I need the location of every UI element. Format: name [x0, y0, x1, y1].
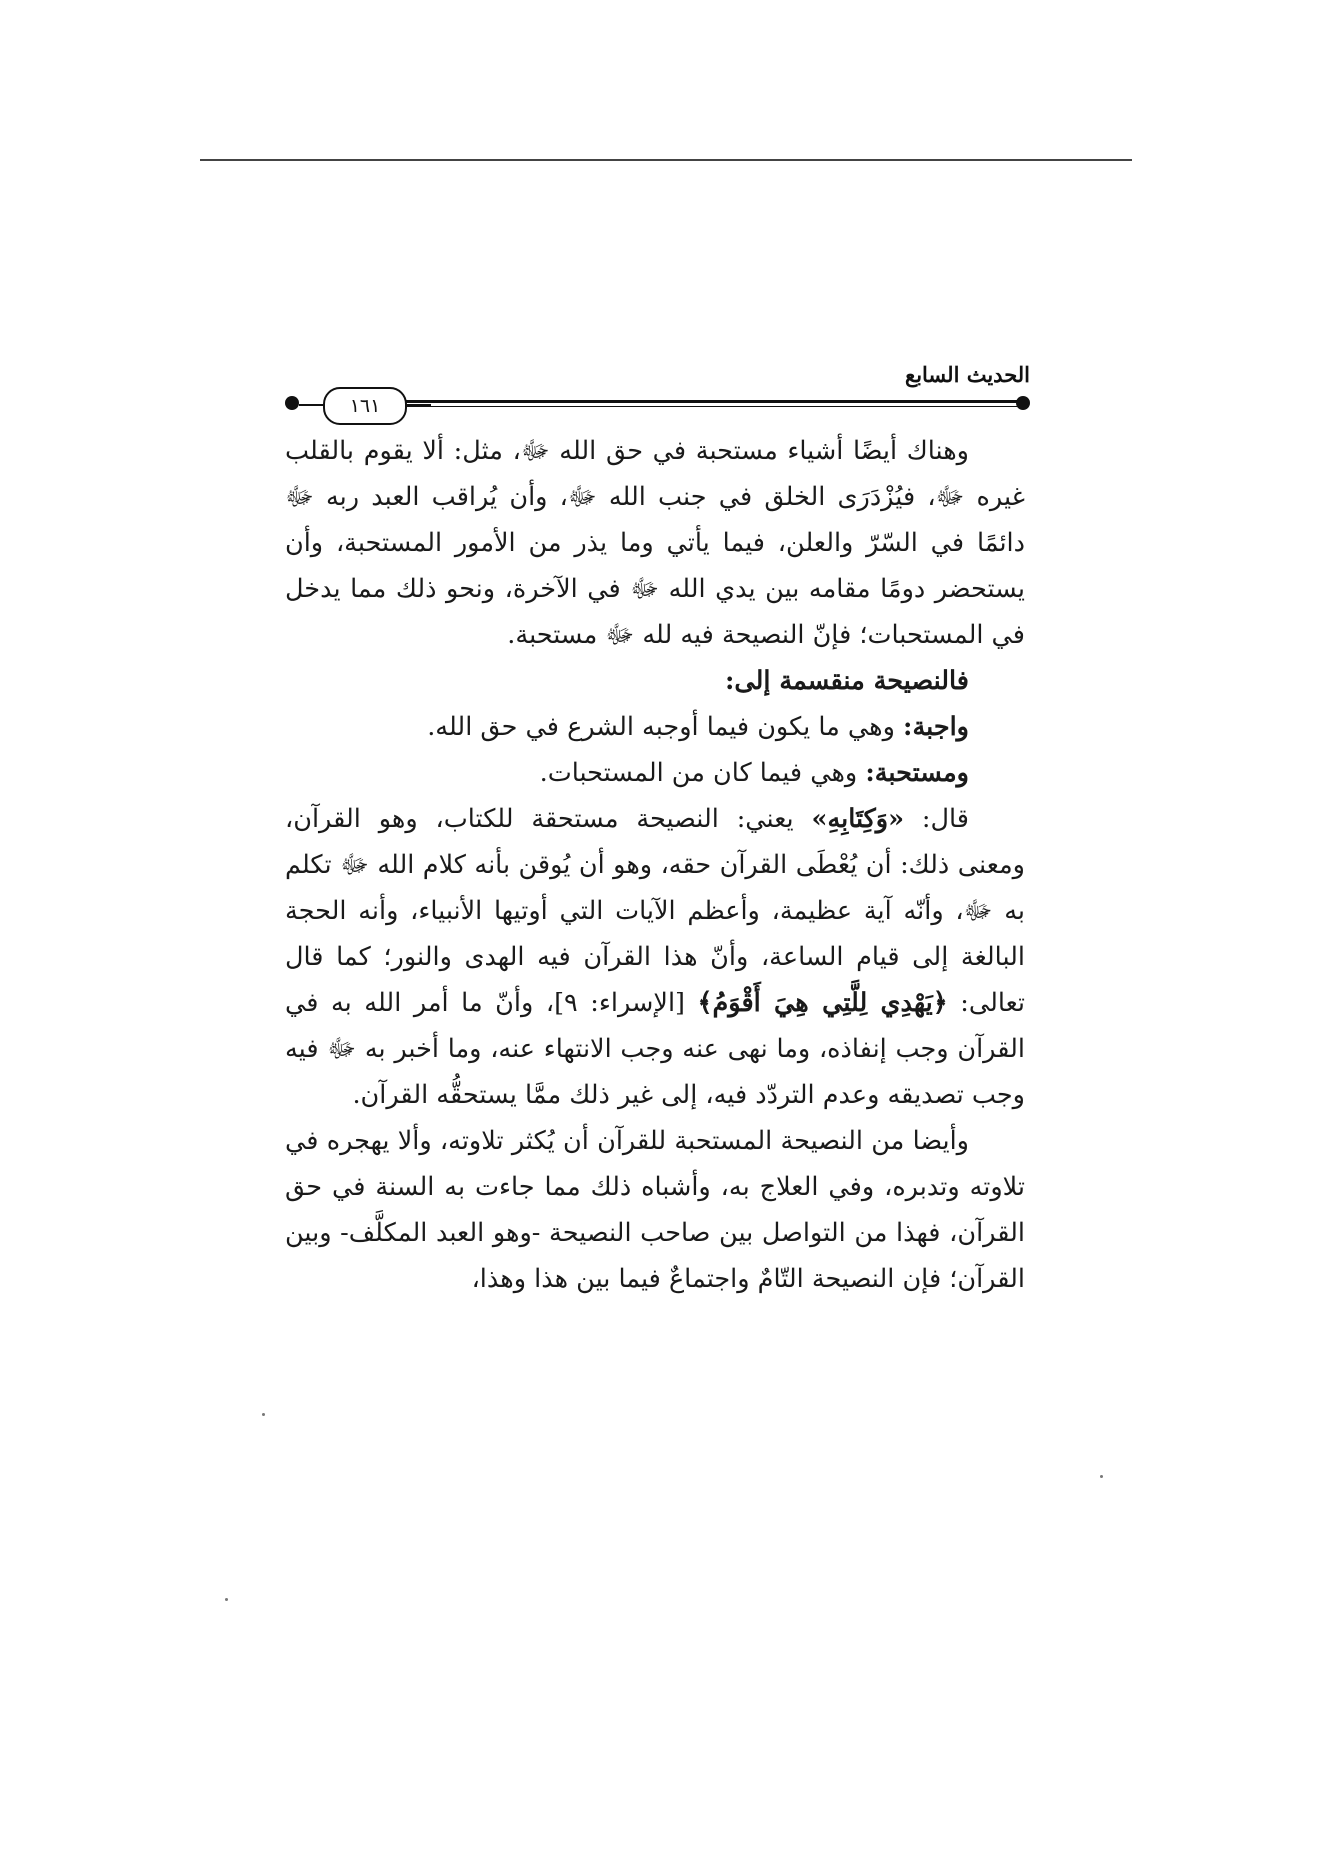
scan-speck — [225, 1598, 228, 1601]
page-header — [285, 362, 1030, 422]
page-number: ١٦١ — [323, 387, 407, 425]
chapter-title: الحديث السابع — [905, 362, 1030, 387]
paragraph-1: وهناك أيضًا أشياء مستحبة في حق الله ﷻ، مثل: ألا يقوم بالقلب غيره ﷻ، فيُزْدَرَى الخلق في جنب الله ﷻ، وأن يُراقب العبد ربه ﷻ دائمًا في السّرّ والعلن، فيما يأتي وما يذر من الأمور المستحبة، وأن يستحضر دومًا مقامه بين يدي الله ﷻ في الآخرة، ونحو ذلك مما يدخل في المستحبات؛ فإنّ النصيحة فيه لله ﷻ مستحبة. — [285, 436, 1025, 650]
paragraph-2 — [285, 796, 1025, 1118]
header-rule-thin — [403, 406, 1018, 407]
mustahaba-line — [285, 750, 1025, 796]
wajiba-line — [285, 704, 1025, 750]
division-heading — [285, 658, 1025, 704]
p2-intro: قال: — [921, 804, 969, 834]
p2-text: يعني: النصيحة مستحقة للكتاب، وهو القرآن، ومعنى ذلك: أن يُعْطَى القرآن حقه، وهو أن يُوقن بأنه كلام الله ﷻ تكلم به ﷻ، وأنّه آية عظيمة، وأعظم الآيات التي أوتيها الأنبياء، وأنه الحجة البالغة إلى قيام الساعة، وأنّ هذا القرآن فيه الهدى والنور؛ كما قال تعالى: — [285, 804, 1026, 1018]
scan-speck — [1100, 1475, 1103, 1478]
body-text — [285, 428, 1025, 1302]
wajiba-text: وهي ما يكون فيما أوجبه الشرع في حق الله. — [427, 712, 895, 742]
p2-reference: [الإسراء: ٩]، — [545, 988, 685, 1018]
p2-rest: وأنّ ما أمر الله به في القرآن وجب إنفاذه، وما نهى عنه وجب الانتهاء عنه، وما أخبر به ﷻ فيه وجب تصديقه وعدم التردّد فيه، إلى غير ذلك ممَّا يستحقُّه القرآن. — [285, 988, 1025, 1110]
paragraph-3: وأيضا من النصيحة المستحبة للقرآن أن يُكثر تلاوته، وألا يهجره في تلاوته وتدبره، وفي العلاج به، وأشباه ذلك مما جاءت به السنة في حق القرآن، فهذا من التواصل بين صاحب النصيحة -وهو العبد المكلَّف- وبين القرآن؛ فإن النصيحة التّامٌ واجتماعٌ فيما بين هذا وهذا، — [285, 1126, 1025, 1294]
p2-verse: ﴿يَهْدِي لِلَّتِي هِيَ أَقْوَمُ﴾ — [697, 988, 948, 1018]
scan-speck — [262, 1413, 265, 1416]
mustahaba-label: ومستحبة: — [865, 758, 969, 788]
ornament-dot-left — [285, 396, 299, 410]
mustahaba-text: وهي فيما كان من المستحبات. — [539, 758, 858, 788]
division-heading-text: فالنصيحة منقسمة إلى: — [724, 666, 969, 696]
p2-hadith-quote: «وَكِتَابِهِ» — [811, 804, 905, 834]
header-rule-thick — [403, 400, 1018, 403]
ornament-dot-right — [1016, 396, 1030, 410]
top-rule — [200, 159, 1132, 161]
wajiba-label: واجبة: — [903, 712, 969, 742]
